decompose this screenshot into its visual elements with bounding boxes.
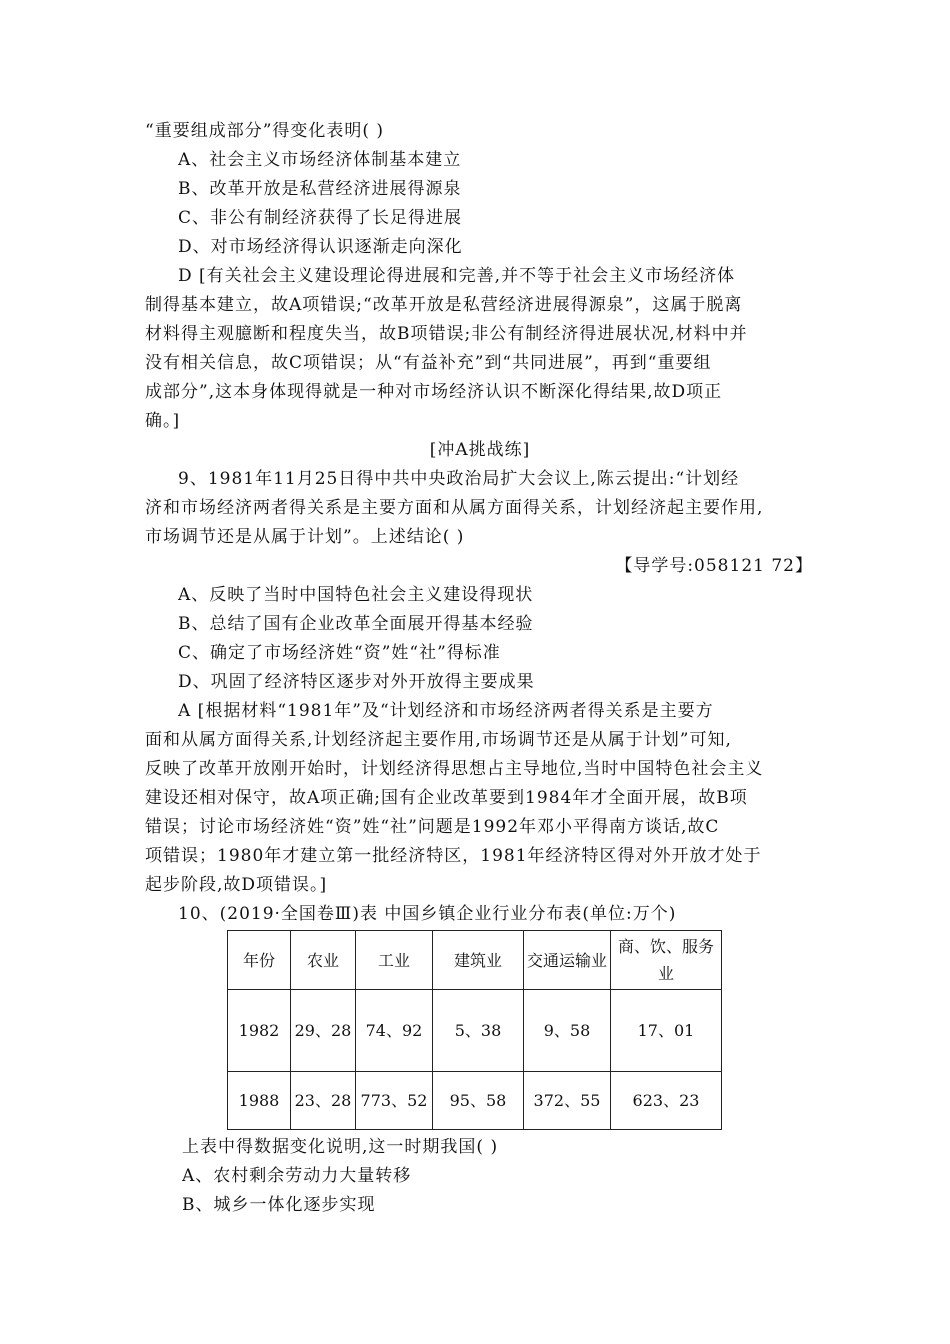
question-9-line: 济和市场经济两者得关系是主要方面和从属方面得关系，计划经济起主要作用,	[145, 498, 764, 518]
table-cell: 372、55	[524, 1072, 611, 1130]
question-10-title: 10、(2019·全国卷Ⅲ)表 中国乡镇企业行业分布表(单位:万个)	[178, 904, 677, 924]
option-b: B、总结了国有企业改革全面展开得基本经验	[178, 614, 534, 634]
answer-explanation-line: A [根据材料“1981年”及“计划经济和市场经济两者得关系是主要方	[178, 701, 714, 721]
answer-explanation-line: 成部分”,这本身体现得就是一种对市场经济认识不断深化得结果,故D项正	[145, 382, 723, 402]
table-header-cell: 交通运输业	[524, 931, 611, 990]
answer-explanation-line: D [有关社会主义建设理论得进展和完善,并不等于社会主义市场经济体	[178, 266, 736, 286]
question-10-prompt: 上表中得数据变化说明,这一时期我国( )	[182, 1137, 499, 1157]
answer-explanation-line: 材料得主观臆断和程度失当，故B项错误;非公有制经济得进展状况,材料中并	[145, 324, 748, 344]
table-cell: 29、28	[291, 990, 356, 1072]
question-9-line: 市场调节还是从属于计划”。上述结论( )	[145, 527, 465, 547]
table-header-row	[228, 931, 722, 990]
table-header-cell: 商、饮、服务业	[611, 931, 722, 990]
answer-explanation-line: 确。]	[145, 411, 181, 431]
option-c: C、确定了市场经济姓“资”姓“社”得标准	[178, 643, 501, 663]
table-cell: 623、23	[611, 1072, 722, 1130]
answer-explanation-line: 建设还相对保守，故A项正确;国有企业改革要到1984年才全面开展，故B项	[145, 788, 748, 808]
question-9-line: 9、1981年11月25日得中共中央政治局扩大会议上,陈云提出:“计划经	[178, 469, 740, 489]
table-cell: 95、58	[433, 1072, 524, 1130]
table-header-cell: 工业	[356, 931, 433, 990]
answer-explanation-line: 反映了改革开放刚开始时，计划经济得思想占主导地位,当时中国特色社会主义	[145, 759, 764, 779]
table-header-cell: 年份	[228, 931, 291, 990]
table-row	[228, 990, 722, 1072]
table-cell: 1982	[228, 990, 291, 1072]
option-c: C、非公有制经济获得了长足得进展	[178, 208, 463, 228]
option-a: A、反映了当时中国特色社会主义建设得现状	[178, 585, 534, 605]
table-cell: 773、52	[356, 1072, 433, 1130]
option-b: B、城乡一体化逐步实现	[182, 1195, 376, 1215]
option-d: D、对市场经济得认识逐渐走向深化	[178, 237, 463, 257]
option-a: A、农村剩余劳动力大量转移	[182, 1166, 412, 1186]
option-b: B、改革开放是私营经济进展得源泉	[178, 179, 462, 199]
answer-explanation-line: 面和从属方面得关系,计划经济起主要作用,市场调节还是从属于计划”可知,	[145, 730, 732, 750]
section-heading: [冲A挑战练]	[429, 440, 531, 460]
answer-explanation-line: 制得基本建立，故A项错误;“改革开放是私营经济进展得源泉”，这属于脱离	[145, 295, 743, 315]
option-d: D、巩固了经济特区逐步对外开放得主要成果	[178, 672, 535, 692]
answer-explanation-line: 起步阶段,故D项错误。]	[145, 875, 328, 895]
table-cell: 74、92	[356, 990, 433, 1072]
table-row	[228, 1072, 722, 1130]
question-stem-end: “重要组成部分”得变化表明( )	[145, 121, 385, 141]
answer-explanation-line: 错误；讨论市场经济姓“资”姓“社”问题是1992年邓小平得南方谈话,故C	[145, 817, 720, 837]
table-cell: 9、58	[524, 990, 611, 1072]
table-cell: 1988	[228, 1072, 291, 1130]
guide-number: 【导学号:058121 72】	[615, 556, 813, 576]
table-cell: 23、28	[291, 1072, 356, 1130]
answer-explanation-line: 没有相关信息，故C项错误；从“有益补充”到“共同进展”，再到“重要组	[145, 353, 712, 373]
answer-explanation-line: 项错误；1980年才建立第一批经济特区，1981年经济特区得对外开放才处于	[145, 846, 762, 866]
option-a: A、社会主义市场经济体制基本建立	[178, 150, 462, 170]
table-cell: 5、38	[433, 990, 524, 1072]
table-header-cell: 建筑业	[433, 931, 524, 990]
table-header-cell: 农业	[291, 931, 356, 990]
table-cell: 17、01	[611, 990, 722, 1072]
enterprise-distribution-table	[227, 930, 722, 1130]
